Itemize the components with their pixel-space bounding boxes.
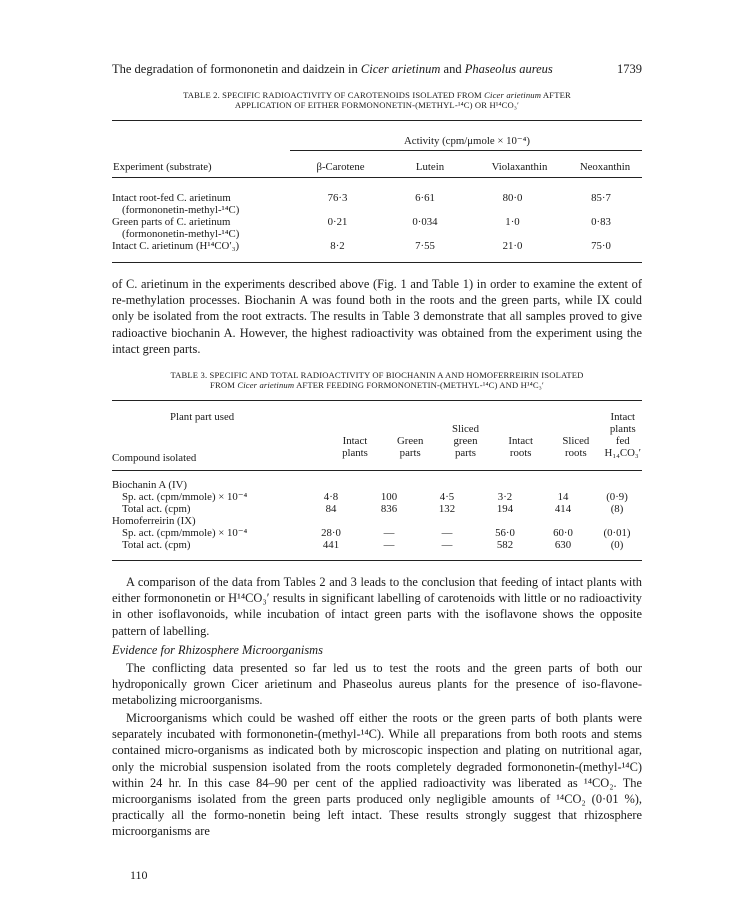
table-cell: — xyxy=(441,527,453,539)
table-row xyxy=(112,216,642,240)
table-cell: (0) xyxy=(610,539,624,551)
table-cell: 582 xyxy=(496,539,514,551)
table3-caption: TABLE 3. SPECIFIC AND TOTAL RADIOACTIVITY OF BIOCHANIN A AND HOMOFERREIRIN ISOLATED FROM Cicer arietinum AFTER FEEDING FORMONONETIN-(METHYL-¹⁴C) AND H¹⁴C₃′ xyxy=(170,370,584,390)
table2-stub-header: Experiment (substrate) xyxy=(113,161,212,173)
table2-body xyxy=(112,192,642,252)
table2-group-header: Activity (cpm/μmole × 10⁻⁴) xyxy=(404,135,530,147)
table3-col-header: Sliced green parts xyxy=(451,423,479,459)
table-cell: 630 xyxy=(554,539,572,551)
paragraph-3: The conflicting data presented so far led us to test the roots and the green parts of both our hydroponically grown Cicer arietinum and Phaseolus aureus plants for the presence of iso-flavone-metabolizing microorganisms. xyxy=(112,661,642,708)
table3-header-rule xyxy=(112,470,642,471)
table2-bottom-rule xyxy=(112,262,642,263)
section-heading: Evidence for Rhizosphere Microorganisms xyxy=(112,643,323,657)
running-title: The degradation of formononetin and daidzein in Cicer arietinum and Phaseolus aureus xyxy=(112,62,553,76)
page-number: 1739 xyxy=(617,62,642,76)
paragraph-4: Microorganisms which could be washed off either the roots or the green parts of both plants were separately incubated with formononetin-(methyl-¹⁴C). While all preparations from both roots and stems contained micro-organisms as indicated both by microscopic inspection and plating on nutritional agar, only the microbial suspension isolated from the roots completely degraded formononetin-(methyl-¹⁴C) within 24 hr. In this case 84–90 per cent of the applied radioactivity was liberated as ¹⁴CO₂. The microorganisms isolated from the green parts produced only negligible amounts of ¹⁴CO₂ (0·01 %), practically all the formo-nonetin being left intact. These results strongly suggest that rhizosphere microorganisms are xyxy=(112,711,642,839)
table2-row-substrate: (formononetin-methyl-¹⁴C) xyxy=(122,228,240,240)
table2-col-header: Lutein xyxy=(415,161,445,173)
table-cell: — xyxy=(441,539,453,551)
table-cell: — xyxy=(383,539,395,551)
table-row xyxy=(112,491,642,503)
table-cell: 56·0 xyxy=(495,527,515,539)
table-cell: 76·3 xyxy=(327,192,348,204)
table3-group-row xyxy=(112,479,642,491)
table-cell: 0·83 xyxy=(591,216,611,228)
table-cell: 132 xyxy=(438,503,456,515)
table-cell: 194 xyxy=(496,503,514,515)
table-cell: 14 xyxy=(557,491,569,503)
table-cell: (0·01) xyxy=(603,527,631,539)
table3-col-header: Intact plants xyxy=(342,435,368,459)
table3-row-label: Sp. act. (cpm/mmole) × 10⁻⁴ xyxy=(122,491,248,503)
table-cell: 441 xyxy=(322,539,340,551)
table2-col-header: Neoxanthin xyxy=(579,161,631,173)
table3-group-label: Biochanin A (IV) xyxy=(112,479,187,491)
table-cell: 4·5 xyxy=(439,491,455,503)
table-cell: 84 xyxy=(325,503,337,515)
table3-col-header: Intact plants fed H₁₄CO₃′ xyxy=(604,411,641,459)
table-cell: 85·7 xyxy=(591,192,611,204)
table-cell: 4·8 xyxy=(323,491,339,503)
table-cell: (8) xyxy=(610,503,624,515)
table-row xyxy=(112,503,642,515)
table-cell: 6·61 xyxy=(415,192,435,204)
table3-col-header: Intact roots xyxy=(508,435,533,459)
table-cell: 0·21 xyxy=(327,216,348,228)
table-cell: 0·034 xyxy=(412,216,438,228)
table3-col-header: Sliced roots xyxy=(562,435,590,459)
table-cell: — xyxy=(383,527,395,539)
table-cell: 100 xyxy=(380,491,398,503)
table3-group-row xyxy=(112,515,642,527)
table-cell: 836 xyxy=(380,503,398,515)
paragraph-1: of C. arietinum in the experiments described above (Fig. 1 and Table 1) in order to examine the extent of re-methylation processes. Biochanin A was found both in the roots and the green parts, while IX could only be isolated from the root extracts. The results in Table 3 demonstrate that all samples proved to give radioactive biochanin A. However, the highest radioactivity was obtained from the experiment using the intact green parts. xyxy=(112,277,642,356)
table-cell: 60·0 xyxy=(553,527,573,539)
table-cell: 3·2 xyxy=(497,491,513,503)
table3-row-label: Total act. (cpm) xyxy=(122,539,191,551)
table-cell: 28·0 xyxy=(321,527,341,539)
table2-col-header: Violaxanthin xyxy=(491,161,548,173)
table2-row-label: Green parts of C. arietinum xyxy=(112,216,231,228)
table2-column-headers xyxy=(112,160,642,174)
table-cell: 75·0 xyxy=(591,240,611,252)
table2-row-substrate: (formononetin-methyl-¹⁴C) xyxy=(122,204,240,216)
table2-header xyxy=(112,133,642,148)
table3-group-label: Homoferreirin (IX) xyxy=(112,515,196,527)
table2-col-header: β-Carotene xyxy=(316,161,365,173)
table-cell: 7·55 xyxy=(415,240,435,252)
table2-group-rule xyxy=(290,150,642,151)
table2-header-rule xyxy=(112,177,642,178)
table-cell: 8·2 xyxy=(330,240,345,252)
paragraph-2: A comparison of the data from Tables 2 and 3 leads to the conclusion that feeding of intact plants with either formononetin or H¹⁴CO₃′ results in significant labelling of carotenoids with little or no radioactivity in other isoflavonoids, while incubation of intact green parts with the isoflavone shows the opposite pattern of labelling. xyxy=(112,575,642,638)
footer-number: 110 xyxy=(130,868,148,882)
table2-row-label: Intact C. arietinum (H¹⁴CO′₃) xyxy=(112,240,240,252)
table-row xyxy=(112,192,642,216)
table2-top-rule xyxy=(112,120,642,121)
table-row xyxy=(112,240,642,252)
table2-caption: TABLE 2. SPECIFIC RADIOACTIVITY OF CAROTENOIDS ISOLATED FROM Cicer arietinum AFTER APPLICATION OF EITHER FORMONONETIN-(METHYL-¹⁴C) OR H¹⁴CO₃′ xyxy=(183,90,571,110)
table-cell: (0·9) xyxy=(606,491,628,503)
table3-body xyxy=(112,479,642,551)
table2-row-label: Intact root-fed C. arietinum xyxy=(112,192,231,204)
table3-top-rule xyxy=(112,400,642,401)
table3-bottom-rule xyxy=(112,560,642,561)
table3-stub-header-top: Plant part used xyxy=(170,411,235,423)
table3-row-label: Sp. act. (cpm/mmole) × 10⁻⁴ xyxy=(122,527,248,539)
table-row xyxy=(112,539,642,551)
table-cell: 80·0 xyxy=(502,192,523,204)
table3-stub-header-bottom: Compound isolated xyxy=(112,452,197,464)
table3-row-label: Total act. (cpm) xyxy=(122,503,191,515)
table-cell: 1·0 xyxy=(505,216,520,228)
table3-col-header: Green parts xyxy=(396,435,424,459)
table-cell: 414 xyxy=(554,503,572,515)
table-row xyxy=(112,527,642,539)
table-cell: 21·0 xyxy=(502,240,523,252)
